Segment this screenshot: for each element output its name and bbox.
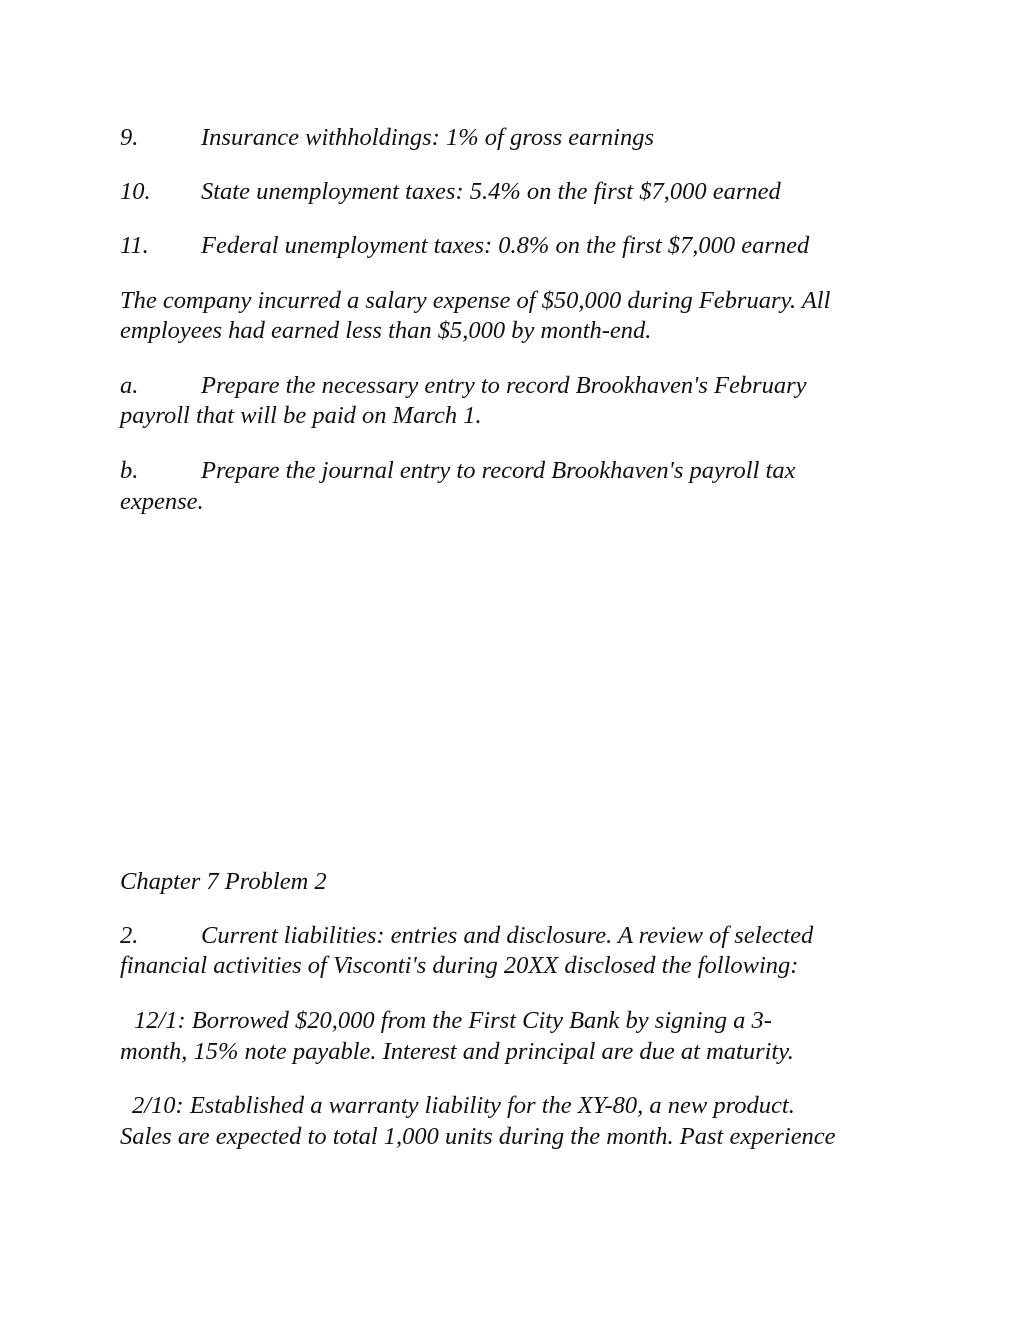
item-text: State unemployment taxes: 5.4% on the first $7,000 earned bbox=[201, 178, 781, 205]
item-text: Insurance withholdings: 1% of gross earnings bbox=[201, 124, 655, 151]
chapter-heading: Chapter 7 Problem 2 bbox=[120, 868, 327, 895]
part-a-line-2: payroll that will be paid on March 1. bbox=[120, 402, 482, 429]
part-label: b. bbox=[120, 457, 139, 484]
list-item-11 bbox=[120, 230, 809, 261]
part-text: Prepare the journal entry to record Brookhaven's payroll tax bbox=[201, 457, 796, 484]
item-number: 11. bbox=[120, 232, 149, 259]
list-item-10 bbox=[120, 176, 781, 207]
problem-line-2: financial activities of Visconti's during 20XX disclosed the following: bbox=[120, 952, 799, 979]
part-a-line-1 bbox=[120, 370, 807, 401]
part-b-line-2: expense. bbox=[120, 488, 204, 515]
problem-line-1 bbox=[120, 920, 813, 951]
problem-text: Current liabilities: entries and disclosure. A review of selected bbox=[201, 922, 814, 949]
entry-line: month, 15% note payable. Interest and principal are due at maturity. bbox=[120, 1038, 794, 1065]
problem-number: 2. bbox=[120, 922, 139, 949]
item-text: Federal unemployment taxes: 0.8% on the first $7,000 earned bbox=[201, 232, 810, 259]
part-label: a. bbox=[120, 372, 139, 399]
entry-line: Sales are expected to total 1,000 units during the month. Past experience bbox=[120, 1123, 836, 1150]
item-number: 9. bbox=[120, 124, 139, 151]
list-item-9 bbox=[120, 122, 654, 153]
part-text: Prepare the necessary entry to record Brookhaven's February bbox=[201, 372, 807, 399]
entry-line: 2/10: Established a warranty liability for the XY-80, a new product. bbox=[132, 1092, 795, 1119]
paragraph-line: employees had earned less than $5,000 by month-end. bbox=[120, 317, 652, 344]
entry-line: 12/1: Borrowed $20,000 from the First City Bank by signing a 3- bbox=[134, 1007, 772, 1034]
paragraph-line: The company incurred a salary expense of $50,000 during February. All bbox=[120, 287, 831, 314]
item-number: 10. bbox=[120, 178, 151, 205]
part-b-line-1 bbox=[120, 455, 795, 486]
